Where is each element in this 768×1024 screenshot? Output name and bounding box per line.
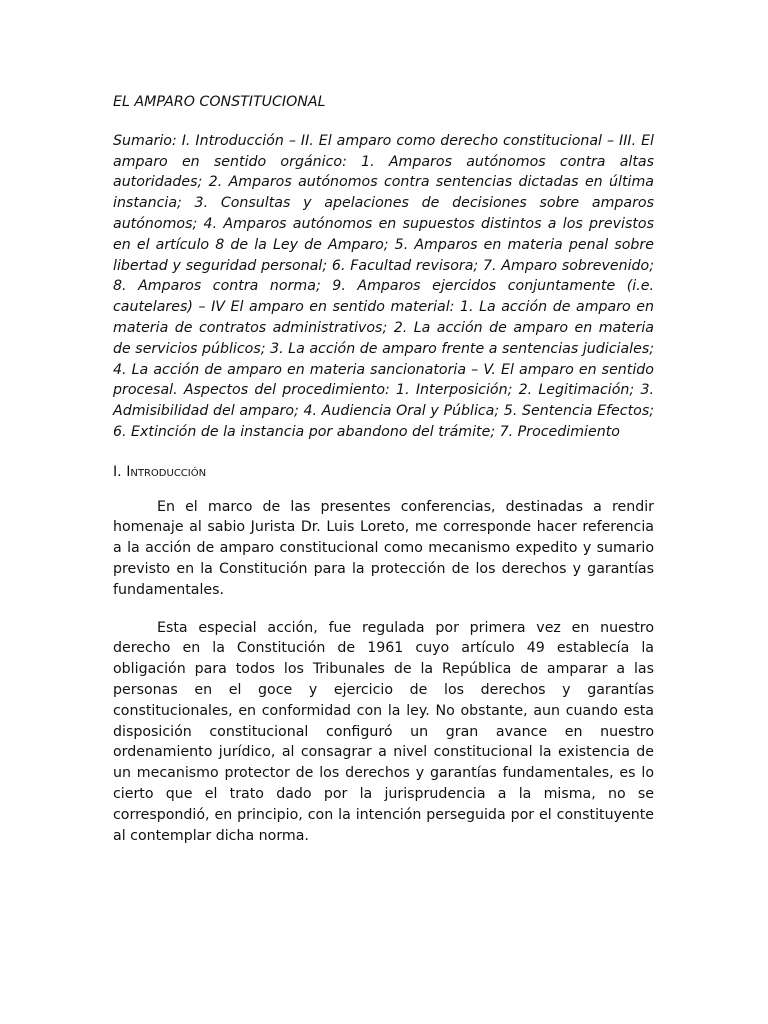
- body-paragraph-2: Esta especial acción, fue regulada por primera vez en nuestro derecho en la Constitución de 1961 cuyo artículo 49 establecía la obligación para todos los Tribunales de la República de amparar a las personas en el goce y ejercicio de los derechos y garantías constitucionales, en conformidad con la ley. No obstante, aun cuando esta disposición constitucional configuró un gran avance en nuestro ordenamiento jurídico, al consagrar a nivel constitucional la existencia de un mecanismo protector de los derechos y garantías fundamentales, es lo cierto que el trato dado por la jurisprudencia a la misma, no se correspondió, en principio, con la intención perseguida por el constituyente al contemplar dicha norma.: [113, 619, 654, 844]
- summary-paragraph: Sumario: I. Introducción – II. El amparo como derecho constitucional – III. El amparo en sentido orgánico: 1. Amparos autónomos contra altas autoridades; 2. Amparos autónomos contra sentencias dictadas en última instancia; 3. Consultas y apelaciones de decisiones sobre amparos autónomos; 4. Amparos autónomos en supuestos distintos a los previstos en el artículo 8 de la Ley de Amparo; 5. Amparos en materia penal sobre libertad y seguridad personal; 6. Facultad revisora; 7. Amparo sobrevenido; 8. Amparos contra norma; 9. Amparos ejercidos conjuntamente (i.e. cautelares) – IV El amparo en sentido material: 1. La acción de amparo en materia de contratos administrativos; 2. La acción de amparo en materia de servicios públicos; 3. La acción de amparo frente a sentencias judiciales; 4. La acción de amparo en materia sancionatoria – V. El amparo en sentido procesal. Aspectos del procedimiento: 1. Interposición; 2. Legitimación; 3. Admisibilidad del amparo; 4. Audiencia Oral y Pública; 5. Sentencia Efectos; 6. Extinción de la instancia por abandono del trámite; 7. Procedimiento: [113, 132, 654, 440]
- section-heading: I. Introducción: [113, 463, 207, 480]
- document-page: [113, 92, 654, 863]
- document-title: EL AMPARO CONSTITUCIONAL: [113, 94, 326, 110]
- body-paragraph-1: En el marco de las presentes conferencias, destinadas a rendir homenaje al sabio Jurista Dr. Luis Loreto, me corresponde hacer referencia a la acción de amparo constitucional como mecanismo expedito y sumario previsto en la Constitución para la protección de los derechos y garantías fundamentales.: [113, 498, 654, 598]
